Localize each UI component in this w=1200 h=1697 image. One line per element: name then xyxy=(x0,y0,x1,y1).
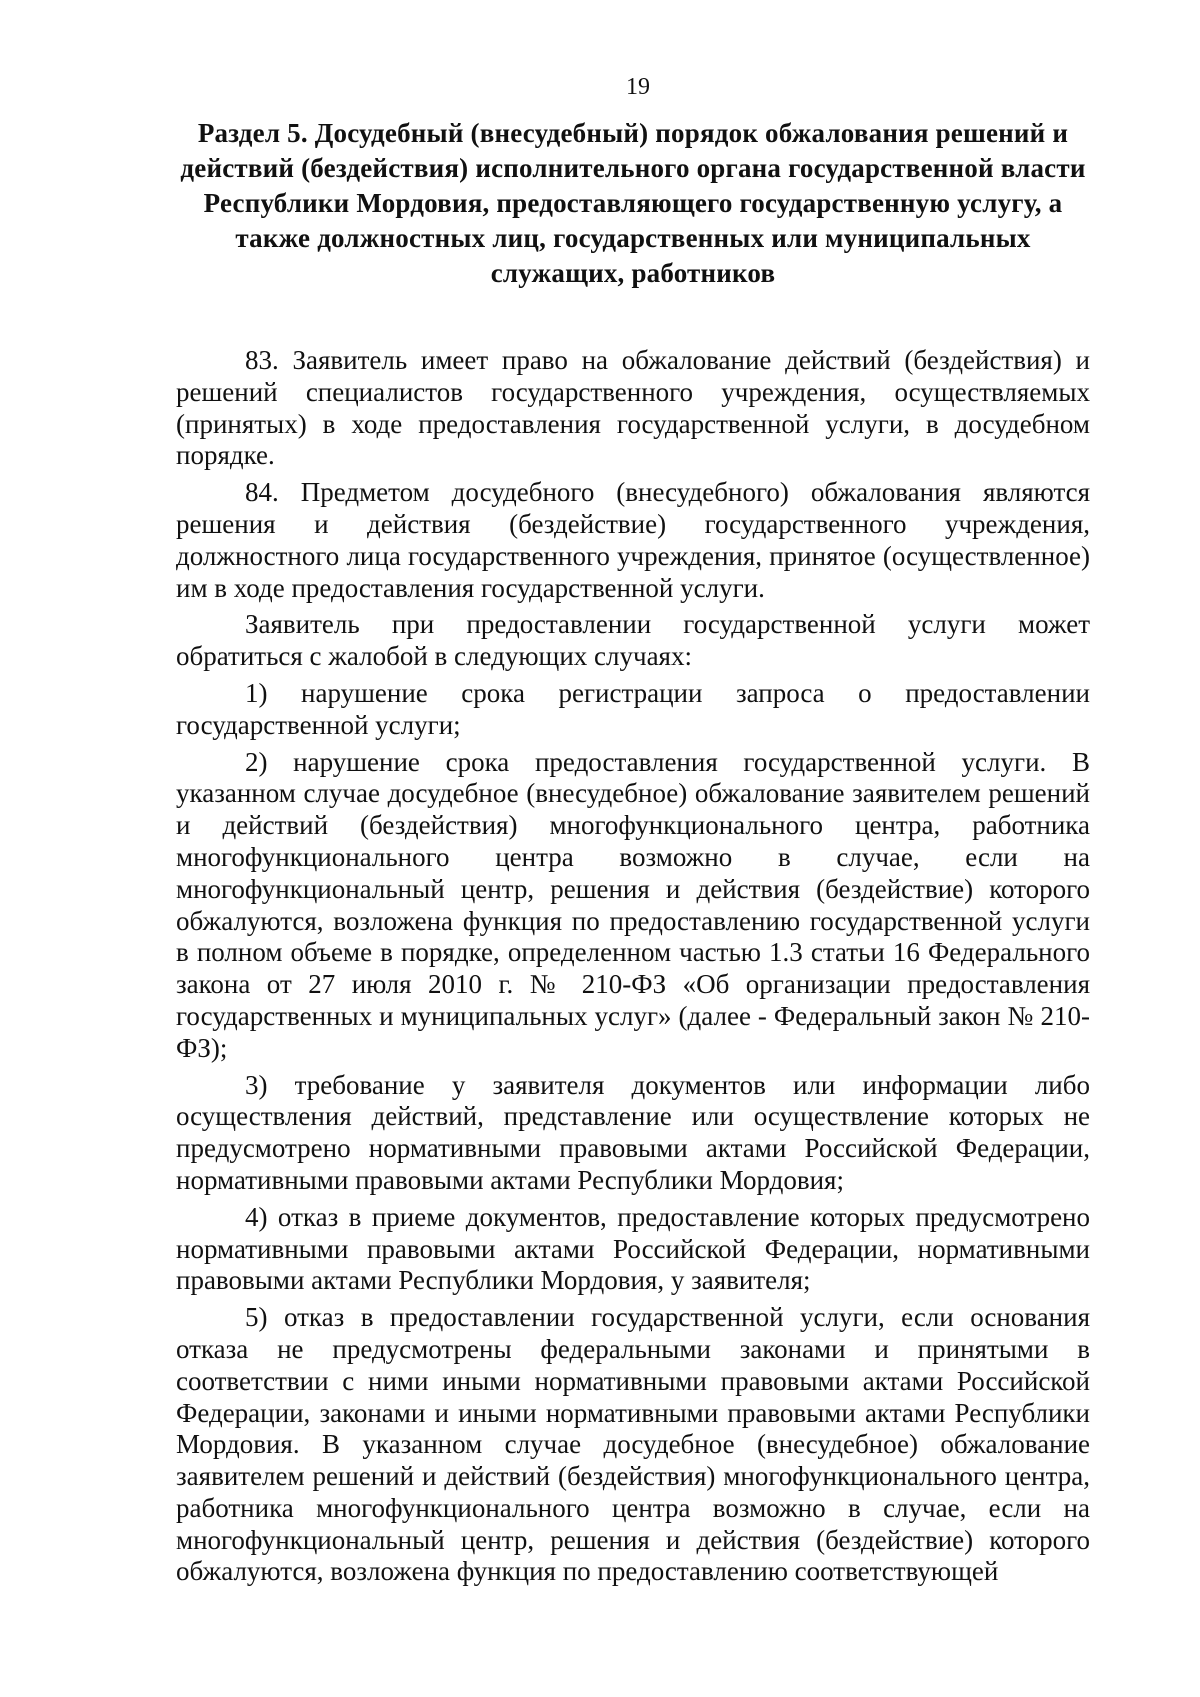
section-heading: Раздел 5. Досудебный (внесудебный) порядок обжалования решений и действий (бездействия) исполнительного органа государственной власти Республики Мордовия, предоставляющего государственную услугу, а также должностных лиц, государственных или муниципальных служащих, работников xyxy=(180,118,1086,288)
list-item-4: 4) отказ в приеме документов, предоставление которых предусмотрено нормативными правовыми актами Российской Федерации, нормативными правовыми актами Республики Мордовия, у заявителя; xyxy=(176,1201,1090,1296)
list-item-1: 1) нарушение срока регистрации запроса о предоставлении государственной услуги; xyxy=(176,677,1090,740)
paragraph-83: 83. Заявитель имеет право на обжалование действий (бездействия) и решений специалистов государственного учреждения, осуществляемых (принятых) в ходе предоставления государственной услуги, в досудебном порядке. xyxy=(176,345,1090,471)
list-item-3: 3) требование у заявителя документов или информации либо осуществления действий, представление или осуществление которых не предусмотрено нормативными правовыми актами Российской Федерации, нормативными правовыми актами Республики Мордовия; xyxy=(176,1069,1090,1195)
page-number: 19 xyxy=(626,74,650,100)
body-text xyxy=(176,345,1090,1588)
paragraph-84: 84. Предметом досудебного (внесудебного) обжалования являются решения и действия (бездействие) государственного учреждения, должностного лица государственного учреждения, принятое (осуществленное) им в ходе предоставления государственной услуги. xyxy=(176,477,1090,603)
list-item-5: 5) отказ в предоставлении государственной услуги, если основания отказа не предусмотрены федеральными законами и принятыми в соответствии с ними иными нормативными правовыми актами Российской Федерации, законами и иными нормативными правовыми актами Республики Мордовия. В указанном случае досудебное (внесудебное) обжалование заявителем решений и действий (бездействия) многофункционального центра, работника многофункционального центра возможно в случае, если на многофункциональный центр, решения и действия (бездействие) которого обжалуются, возложена функция по предоставлению соответствующей xyxy=(176,1302,1090,1587)
list-item-2: 2) нарушение срока предоставления государственной услуги. В указанном случае досудебное (внесудебное) обжалование заявителем решений и действий (бездействия) многофункционального центра, работника многофункционального центра возможно в случае, если на многофункциональный центр, решения и действия (бездействие) которого обжалуются, возложена функция по предоставлению государственной услуги в полном объеме в порядке, определенном частью 1.3 статьи 16 Федерального закона от 27 июля 2010 г. № 210-ФЗ «Об организации предоставления государственных и муниципальных услуг» (далее - Федеральный закон № 210-ФЗ); xyxy=(176,746,1090,1063)
paragraph-complaint-cases-intro: Заявитель при предоставлении государственной услуги может обратиться с жалобой в следующих случаях: xyxy=(176,609,1090,672)
